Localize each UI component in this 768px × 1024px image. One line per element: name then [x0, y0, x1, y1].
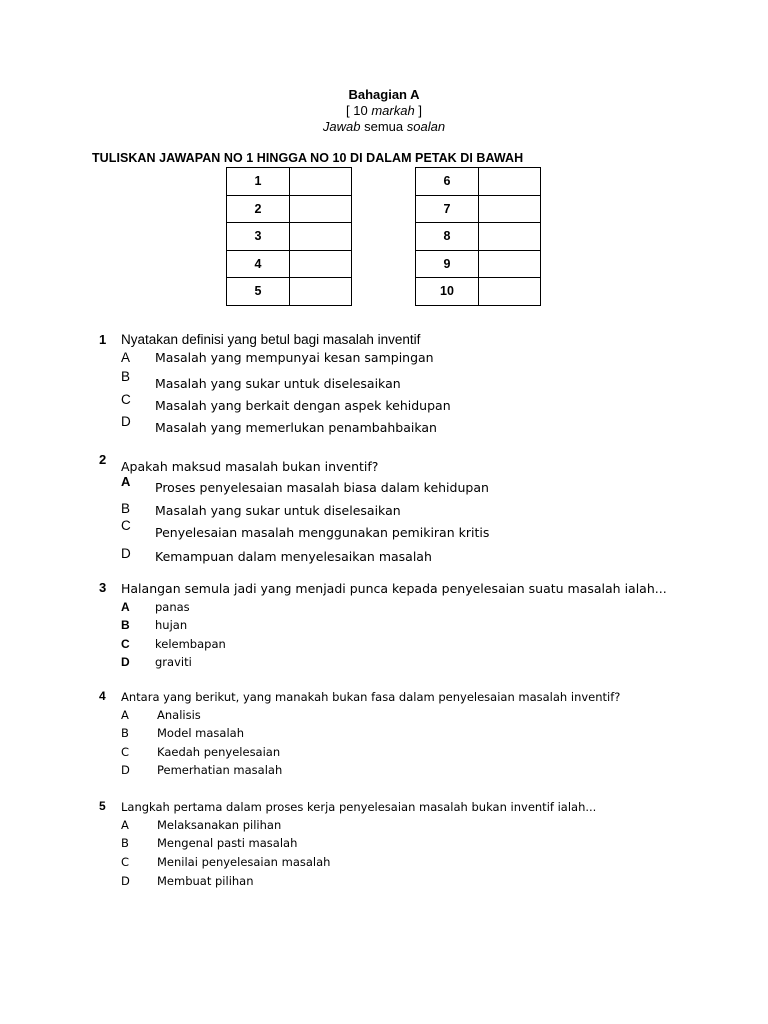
- option-text: Melaksanakan pilihan: [157, 818, 282, 832]
- answer-row: [416, 223, 541, 251]
- option-letter: C: [121, 392, 131, 407]
- question-5-number: 5: [99, 799, 106, 813]
- option-text: graviti: [155, 655, 192, 669]
- answer-number: 3: [227, 223, 290, 251]
- option-text: Model masalah: [157, 726, 245, 740]
- option-text: Analisis: [157, 708, 201, 722]
- question-1-number: 1: [99, 332, 107, 347]
- answer-row: [227, 278, 352, 306]
- question-3-number: 3: [99, 580, 107, 595]
- option-text: Masalah yang mempunyai kesan sampingan: [155, 350, 434, 365]
- option-letter: D: [121, 763, 130, 777]
- question-2-text: Apakah maksud masalah bukan inventif?: [121, 459, 379, 474]
- option-letter: D: [121, 546, 131, 561]
- answer-row: [416, 195, 541, 223]
- answer-number: 8: [416, 223, 479, 251]
- option-text: Kaedah penyelesaian: [157, 745, 281, 759]
- option-letter: D: [121, 874, 130, 888]
- option-letter: C: [121, 637, 130, 651]
- answer-row: [227, 168, 352, 196]
- option-letter: B: [121, 618, 130, 632]
- option-letter: A: [121, 818, 129, 832]
- option-text: Masalah yang sukar untuk diselesaikan: [155, 503, 401, 518]
- answer-box[interactable]: [290, 250, 352, 278]
- option-text: Menilai penyelesaian masalah: [157, 855, 331, 869]
- option-letter: B: [121, 726, 129, 740]
- option-letter: A: [121, 600, 130, 614]
- option-text: Penyelesaian masalah menggunakan pemikiran kritis: [155, 525, 490, 540]
- option-text: Masalah yang berkait dengan aspek kehidupan: [155, 398, 451, 413]
- option-text: kelembapan: [155, 637, 226, 651]
- question-3-text: Halangan semula jadi yang menjadi punca kepada penyelesaian suatu masalah ialah...: [121, 581, 667, 596]
- question-4-number: 4: [99, 689, 106, 703]
- answer-row: [227, 223, 352, 251]
- answer-number: 5: [227, 278, 290, 306]
- answer-box[interactable]: [290, 168, 352, 196]
- answer-box[interactable]: [479, 250, 541, 278]
- answer-box-instruction: TULISKAN JAWAPAN NO 1 HINGGA NO 10 DI DALAM PETAK DI BAWAH: [92, 151, 524, 165]
- option-text: Kemampuan dalam menyelesaikan masalah: [155, 549, 432, 564]
- option-letter: B: [121, 836, 129, 850]
- option-letter: A: [121, 708, 129, 722]
- answer-box[interactable]: [479, 168, 541, 196]
- option-text: panas: [155, 600, 190, 614]
- answer-row: [416, 250, 541, 278]
- answer-number: 7: [416, 195, 479, 223]
- answer-number: 2: [227, 195, 290, 223]
- marks-label: [ 10 markah ]: [346, 103, 422, 118]
- option-letter: C: [121, 518, 131, 533]
- option-letter: C: [121, 855, 130, 869]
- answer-box[interactable]: [479, 278, 541, 306]
- option-letter: C: [121, 745, 130, 759]
- answer-number: 9: [416, 250, 479, 278]
- question-5-text: Langkah pertama dalam proses kerja penyelesaian masalah bukan inventif ialah...: [121, 800, 597, 814]
- answer-all-instruction: Jawab semua soalan: [322, 119, 446, 134]
- option-letter: D: [121, 655, 130, 669]
- section-title: Bahagian A: [348, 87, 420, 102]
- answer-box[interactable]: [290, 223, 352, 251]
- answer-row: [227, 195, 352, 223]
- option-letter: D: [121, 414, 131, 429]
- answer-box[interactable]: [290, 195, 352, 223]
- answer-table-right: [415, 167, 541, 306]
- answer-number: 10: [416, 278, 479, 306]
- option-letter: B: [121, 369, 131, 384]
- answer-row: [227, 250, 352, 278]
- option-text: Proses penyelesaian masalah biasa dalam kehidupan: [155, 480, 489, 495]
- option-text: Mengenal pasti masalah: [157, 836, 298, 850]
- option-letter: A: [121, 350, 131, 365]
- answer-box[interactable]: [479, 223, 541, 251]
- question-1-text: Nyatakan definisi yang betul bagi masalah inventif: [121, 332, 421, 347]
- question-2-number: 2: [99, 452, 107, 467]
- answer-row: [416, 278, 541, 306]
- answer-row: [416, 168, 541, 196]
- question-4-text: Antara yang berikut, yang manakah bukan fasa dalam penyelesaian masalah inventif?: [121, 690, 621, 704]
- answer-number: 1: [227, 168, 290, 196]
- option-text: hujan: [155, 618, 188, 632]
- answer-table-left: [226, 167, 352, 306]
- answer-number: 6: [416, 168, 479, 196]
- answer-number: 4: [227, 250, 290, 278]
- option-text: Masalah yang memerlukan penambahbaikan: [155, 420, 437, 435]
- option-text: Masalah yang sukar untuk diselesaikan: [155, 376, 401, 391]
- option-letter: A: [121, 474, 131, 489]
- answer-box[interactable]: [479, 195, 541, 223]
- option-letter: B: [121, 501, 131, 516]
- option-text: Pemerhatian masalah: [157, 763, 283, 777]
- answer-box[interactable]: [290, 278, 352, 306]
- option-text: Membuat pilihan: [157, 874, 254, 888]
